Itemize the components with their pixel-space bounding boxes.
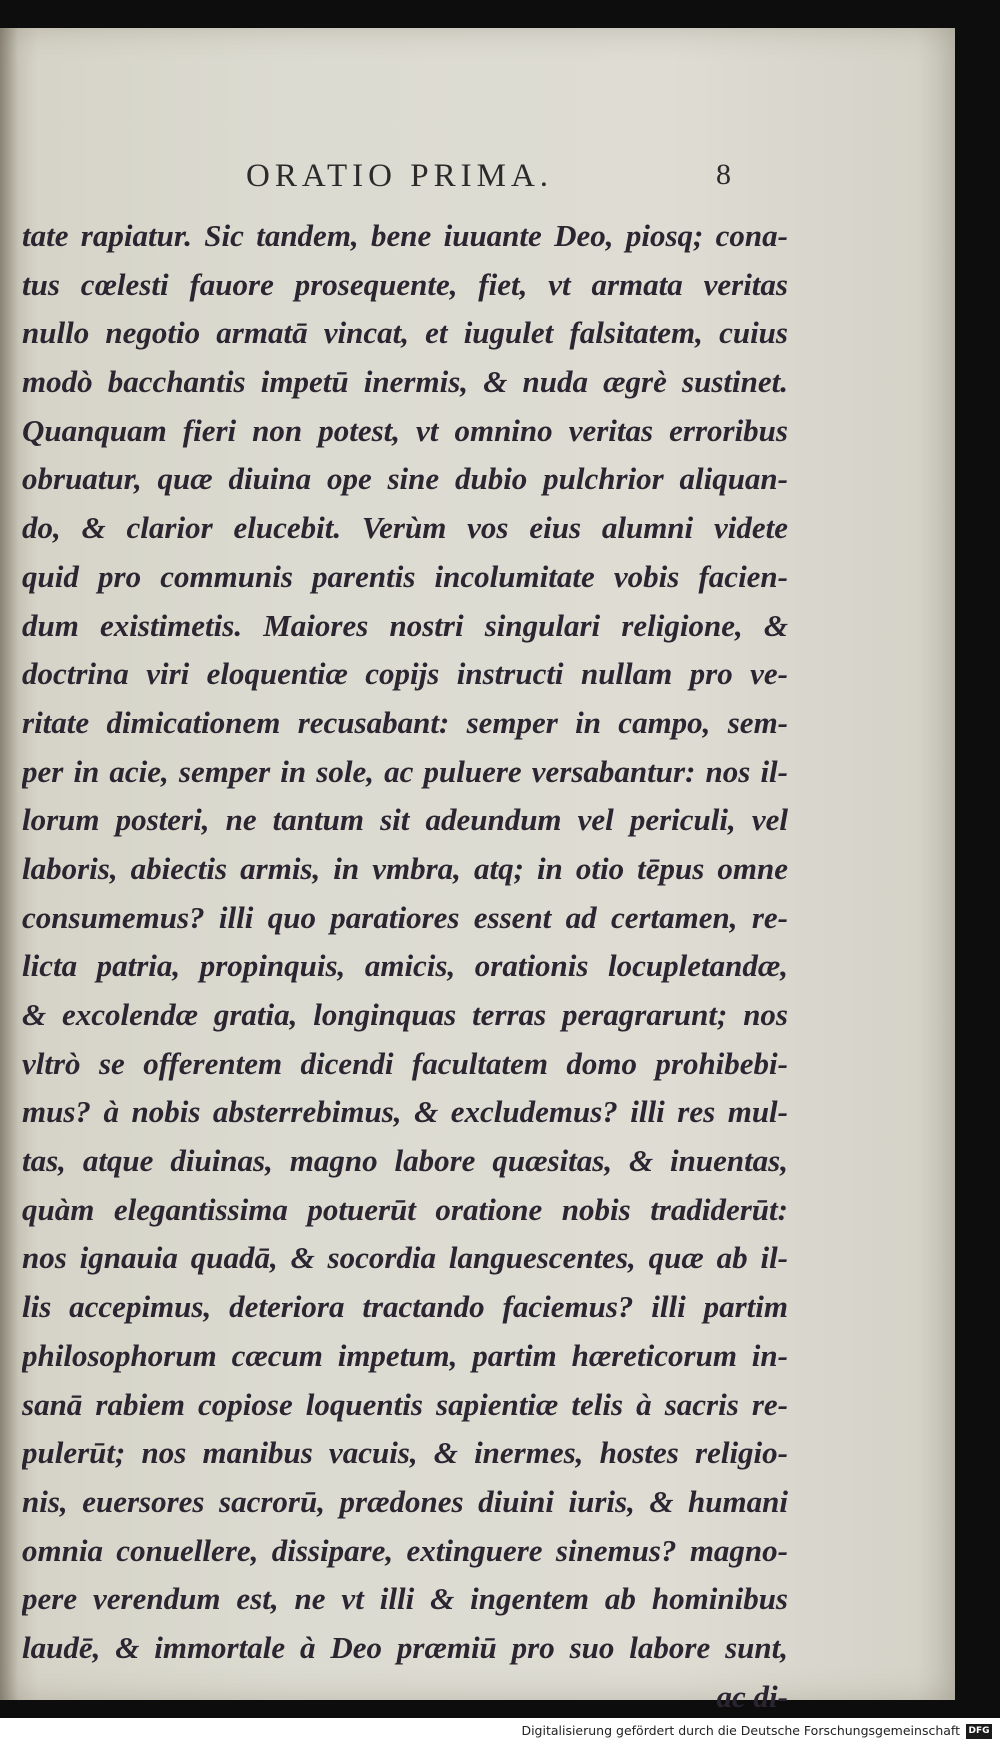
text-line: tus cœlesti fauore prosequente, fiet, vt armata veritas [22,266,788,302]
page-number: 8 [716,158,731,191]
text-line: sanā rabiem copiose loquentis sapientiæ telis à sacris re- [22,1386,788,1422]
text-line: mus? à nobis absterrebimus, & excludemus? illi res mul- [22,1094,788,1130]
text-line: quid pro communis parentis incolumitate vobis facien- [22,558,788,594]
text-line: licta patria, propinquis, amicis, orationis locupletandæ, [22,948,788,984]
text-line: modò bacchantis impetū inermis, & nuda ægrè sustinet. [22,364,788,400]
text-line: laboris, abiectis armis, in vmbra, atq; in otio tēpus omne [22,850,788,886]
text-line: pere verendum est, ne vt illi & ingentem ab hominibus [22,1581,788,1617]
funding-footer [0,1718,1000,1745]
text-line: quàm elegantissima potuerūt oratione nobis tradiderūt: [22,1191,788,1227]
text-line: dum existimetis. Maiores nostri singulari religione, & [22,607,788,643]
text-line: nos ignauia quadā, & socordia languescentes, quæ ab il- [22,1240,788,1276]
text-line: tate rapiatur. Sic tandem, bene iuuante Deo, piosq; cona- [22,218,788,253]
funding-credit: Digitalisierung gefördert durch die Deutsche Forschungsgemeinschaft [521,1723,960,1738]
text-line: lis accepimus, deteriora tractando faciemus? illi partim [22,1289,788,1325]
text-line: ritate dimicationem recusabant: semper in campo, sem- [22,704,788,740]
book-page [0,28,955,1714]
text-line: doctrina viri eloquentiæ copijs instructi nullam pro ve- [22,656,788,692]
text-line: lorum posteri, ne tantum sit adeundum vel periculi, vel [22,802,788,838]
text-line: do, & clarior elucebit. Verùm vos eius alumni videte [22,510,788,546]
text-line: pulerūt; nos manibus vacuis, & inermes, hostes religio- [22,1435,788,1471]
running-title: ORATIO PRIMA. [246,158,554,194]
text-line: & excolendæ gratia, longinquas terras peragrarunt; nos [22,997,788,1032]
text-line: omnia conuellere, dissipare, extinguere sinemus? magno- [22,1532,788,1568]
text-line: nullo negotio armatā vincat, et iugulet falsitatem, cuius [22,315,788,351]
text-block [22,212,788,1721]
page-gutter-shadow [0,28,18,1700]
text-line: philosophorum cæcum impetum, partim hæreticorum in- [22,1337,788,1373]
text-line: tas, atque diuinas, magno labore quæsitas, & inuentas, [22,1143,788,1179]
text-line: per in acie, semper in sole, ac puluere versabantur: nos il- [22,753,788,789]
text-line: laudē, & immortale à Deo præmiū pro suo labore sunt, [22,1629,788,1665]
text-line: consumemus? illi quo paratiores essent ad certamen, re- [22,899,788,935]
page-header [0,158,955,202]
text-line: nis, euersores sacrorū, prædones diuini iuris, & humani [22,1483,788,1519]
text-line: Quanquam fieri non potest, vt omnino veritas erroribus [22,412,788,448]
catchword: ac di- [716,1678,788,1714]
dfg-logo-icon: DFG [966,1724,992,1739]
text-line: obruatur, quæ diuina ope sine dubio pulchrior aliquan- [22,461,788,497]
text-line: vltrò se offerentem dicendi facultatem domo prohibebi- [22,1045,788,1081]
